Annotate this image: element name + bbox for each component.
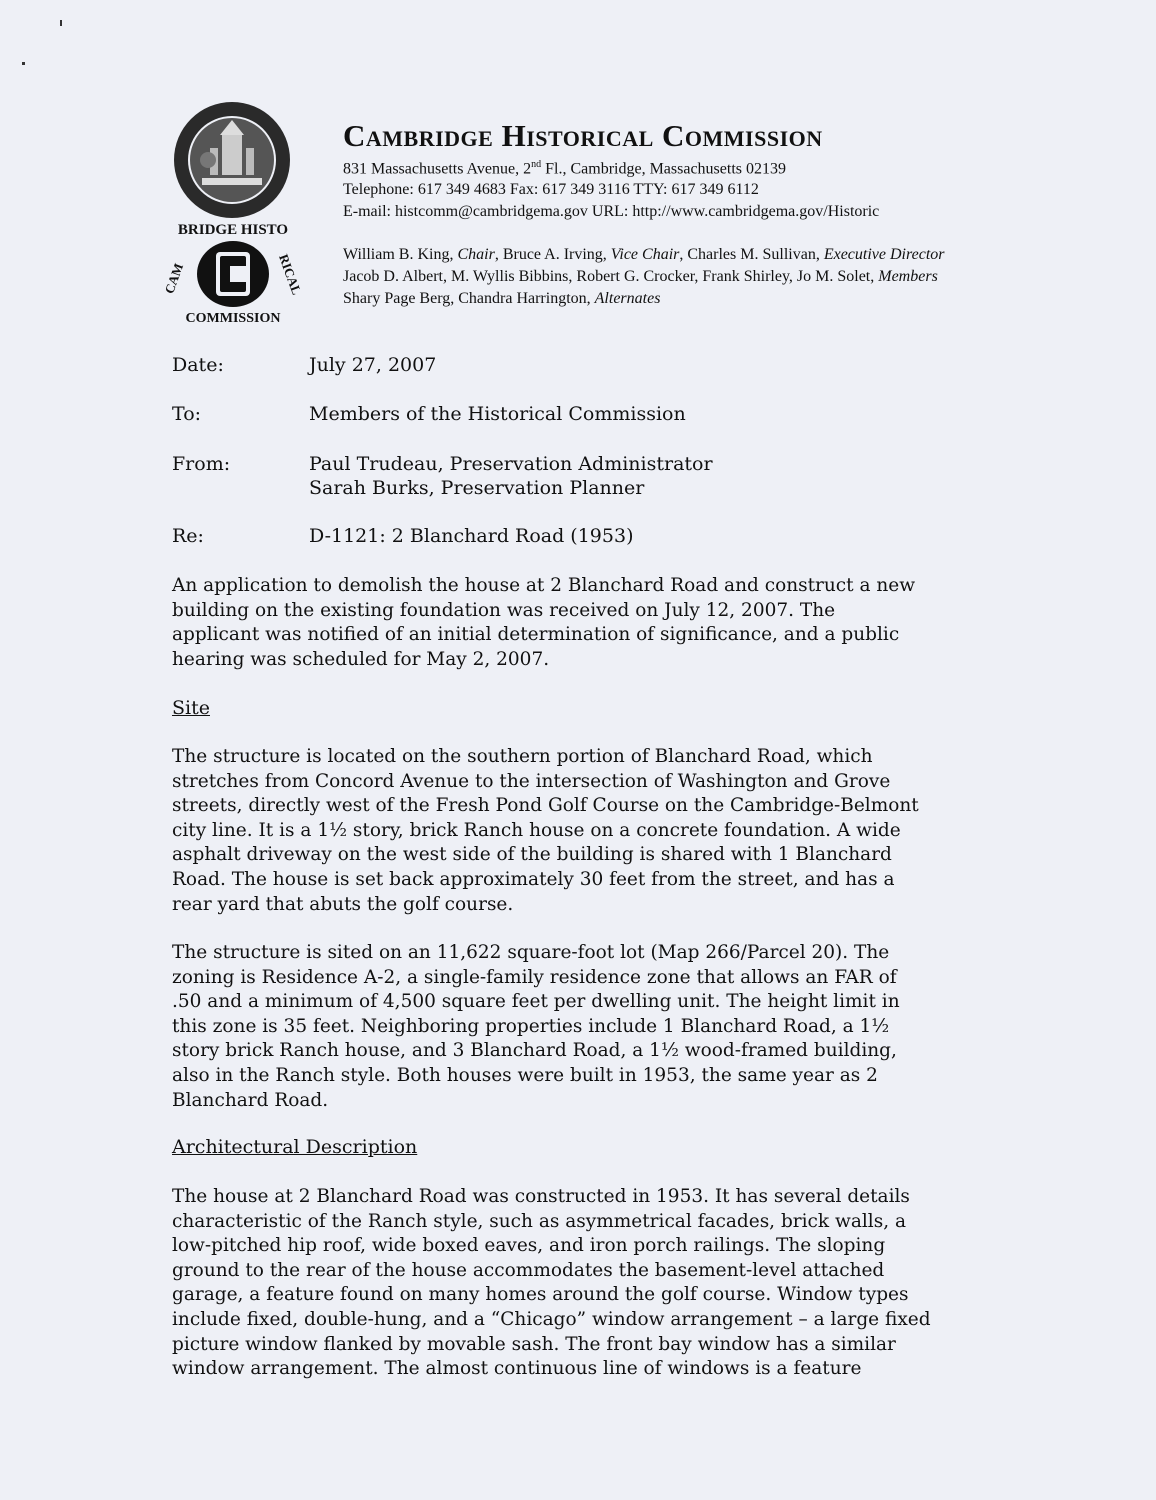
paragraph-line: low-pitched hip roof, wide boxed eaves, and iron porch railings. The sloping	[172, 1235, 886, 1257]
paragraph-line: zoning is Residence A-2, a single-family residence zone that allows an FAR of	[172, 966, 897, 988]
architectural-description-heading: Architectural Description	[172, 1136, 418, 1158]
paragraph-line: applicant was notified of an initial determination of significance, and a public	[172, 624, 900, 646]
paragraph-line: story brick Ranch house, and 3 Blanchard Road, a 1½ wood-framed building,	[172, 1040, 897, 1062]
paragraph-line: The structure is located on the southern portion of Blanchard Road, which	[172, 746, 873, 767]
member-names: , Bruce A. Irving,	[494, 246, 611, 263]
members-line-3	[343, 290, 660, 308]
paragraph-line: building on the existing foundation was received on July 12, 2007. The	[172, 599, 836, 621]
address-ordinal: nd	[531, 159, 542, 170]
scan-speck	[60, 20, 62, 26]
paragraph-line: .50 and a minimum of 4,500 square feet per dwelling unit. The height limit in	[172, 991, 900, 1013]
re-value: D-1121: 2 Blanchard Road (1953)	[309, 525, 634, 547]
logo-text-bottom: COMMISSION	[185, 311, 281, 326]
paragraph-line: garage, a feature found on many homes around the golf course. Window types	[172, 1284, 909, 1306]
commission-title: Cambridge Historical Commission	[343, 118, 823, 153]
scan-speck	[22, 62, 25, 65]
paragraph-line: Blanchard Road.	[172, 1089, 329, 1111]
from-value-2: Sarah Burks, Preservation Planner	[309, 477, 645, 499]
member-role: Executive Director	[823, 246, 945, 263]
paragraph-line: also in the Ranch style. Both houses were built in 1953, the same year as 2	[172, 1064, 878, 1086]
member-names: , Charles M. Sullivan,	[679, 246, 824, 263]
to-value: Members of the Historical Commission	[309, 403, 686, 425]
paragraph-line: picture window flanked by movable sash. The front bay window has a similar	[172, 1333, 896, 1355]
members-line-2	[343, 268, 938, 286]
paragraph-line: rear yard that abuts the golf course.	[172, 893, 514, 915]
architectural-paragraph-1	[172, 1185, 992, 1382]
to-label: To:	[172, 403, 202, 425]
member-role: Chair	[457, 246, 495, 263]
paragraph-line: stretches from Concord Avenue to the intersection of Washington and Grove	[172, 770, 891, 792]
paragraph-line: characteristic of the Ranch style, such as asymmetrical facades, brick walls, a	[172, 1210, 906, 1232]
paragraph-line: The structure is sited on an 11,622 square-foot lot (Map 266/Parcel 20). The	[172, 942, 890, 963]
paragraph-line: An application to demolish the house at 2 Blanchard Road and construct a new	[172, 575, 916, 596]
paragraph-line: ground to the rear of the house accommodates the basement-level attached	[172, 1259, 885, 1281]
site-heading: Site	[172, 697, 210, 719]
from-value-1: Paul Trudeau, Preservation Administrator	[309, 453, 713, 475]
commission-phones: Telephone: 617 349 4683 Fax: 617 349 3116 TTY: 617 349 6112	[343, 181, 759, 198]
intro-paragraph	[172, 574, 992, 672]
member-role: Vice Chair	[610, 246, 680, 263]
from-label: From:	[172, 453, 231, 475]
member-role: Alternates	[594, 290, 661, 307]
commission-logo-icon	[161, 218, 305, 326]
logo-text-top: BRIDGE HISTO	[177, 222, 289, 238]
commission-contact: E-mail: histcomm@cambridgema.gov URL: http://www.cambridgema.gov/Historic	[343, 203, 880, 220]
paragraph-line: hearing was scheduled for May 2, 2007.	[172, 648, 550, 670]
member-names: Jacob D. Albert, M. Wyllis Bibbins, Robert G. Crocker, Frank Shirley, Jo M. Solet,	[343, 268, 879, 285]
site-paragraph-1	[172, 745, 992, 917]
commission-address	[343, 159, 786, 178]
date-value: July 27, 2007	[309, 354, 437, 376]
paragraph-line: city line. It is a 1½ story, brick Ranch house on a concrete foundation. A wide	[172, 819, 901, 841]
member-names: William B. King,	[343, 246, 458, 263]
city-seal-icon	[172, 100, 292, 220]
site-paragraph-2	[172, 941, 992, 1113]
paragraph-line: Road. The house is set back approximately 30 feet from the street, and has a	[172, 868, 895, 890]
logo-text-right: RICAL	[276, 252, 305, 297]
members-line-1	[343, 246, 945, 264]
logo-text-left: CAM	[161, 261, 187, 296]
paragraph-line: window arrangement. The almost continuous line of windows is a feature	[172, 1358, 862, 1380]
paragraph-line: The house at 2 Blanchard Road was constructed in 1953. It has several details	[172, 1186, 910, 1207]
paragraph-line: streets, directly west of the Fresh Pond Golf Course on the Cambridge-Belmont	[172, 795, 919, 817]
paragraph-line: include fixed, double-hung, and a “Chicago” window arrangement – a large fixed	[172, 1308, 931, 1330]
paragraph-line: asphalt driveway on the west side of the building is shared with 1 Blanchard	[172, 844, 892, 866]
date-label: Date:	[172, 354, 224, 376]
address-rest: Fl., Cambridge, Massachusetts 02139	[541, 160, 786, 178]
member-names: Shary Page Berg, Chandra Harrington,	[343, 290, 595, 307]
address-text: 831 Massachusetts Avenue, 2	[343, 160, 532, 178]
re-label: Re:	[172, 525, 204, 547]
member-role: Members	[878, 268, 938, 285]
paragraph-line: this zone is 35 feet. Neighboring properties include 1 Blanchard Road, a 1½	[172, 1015, 890, 1037]
